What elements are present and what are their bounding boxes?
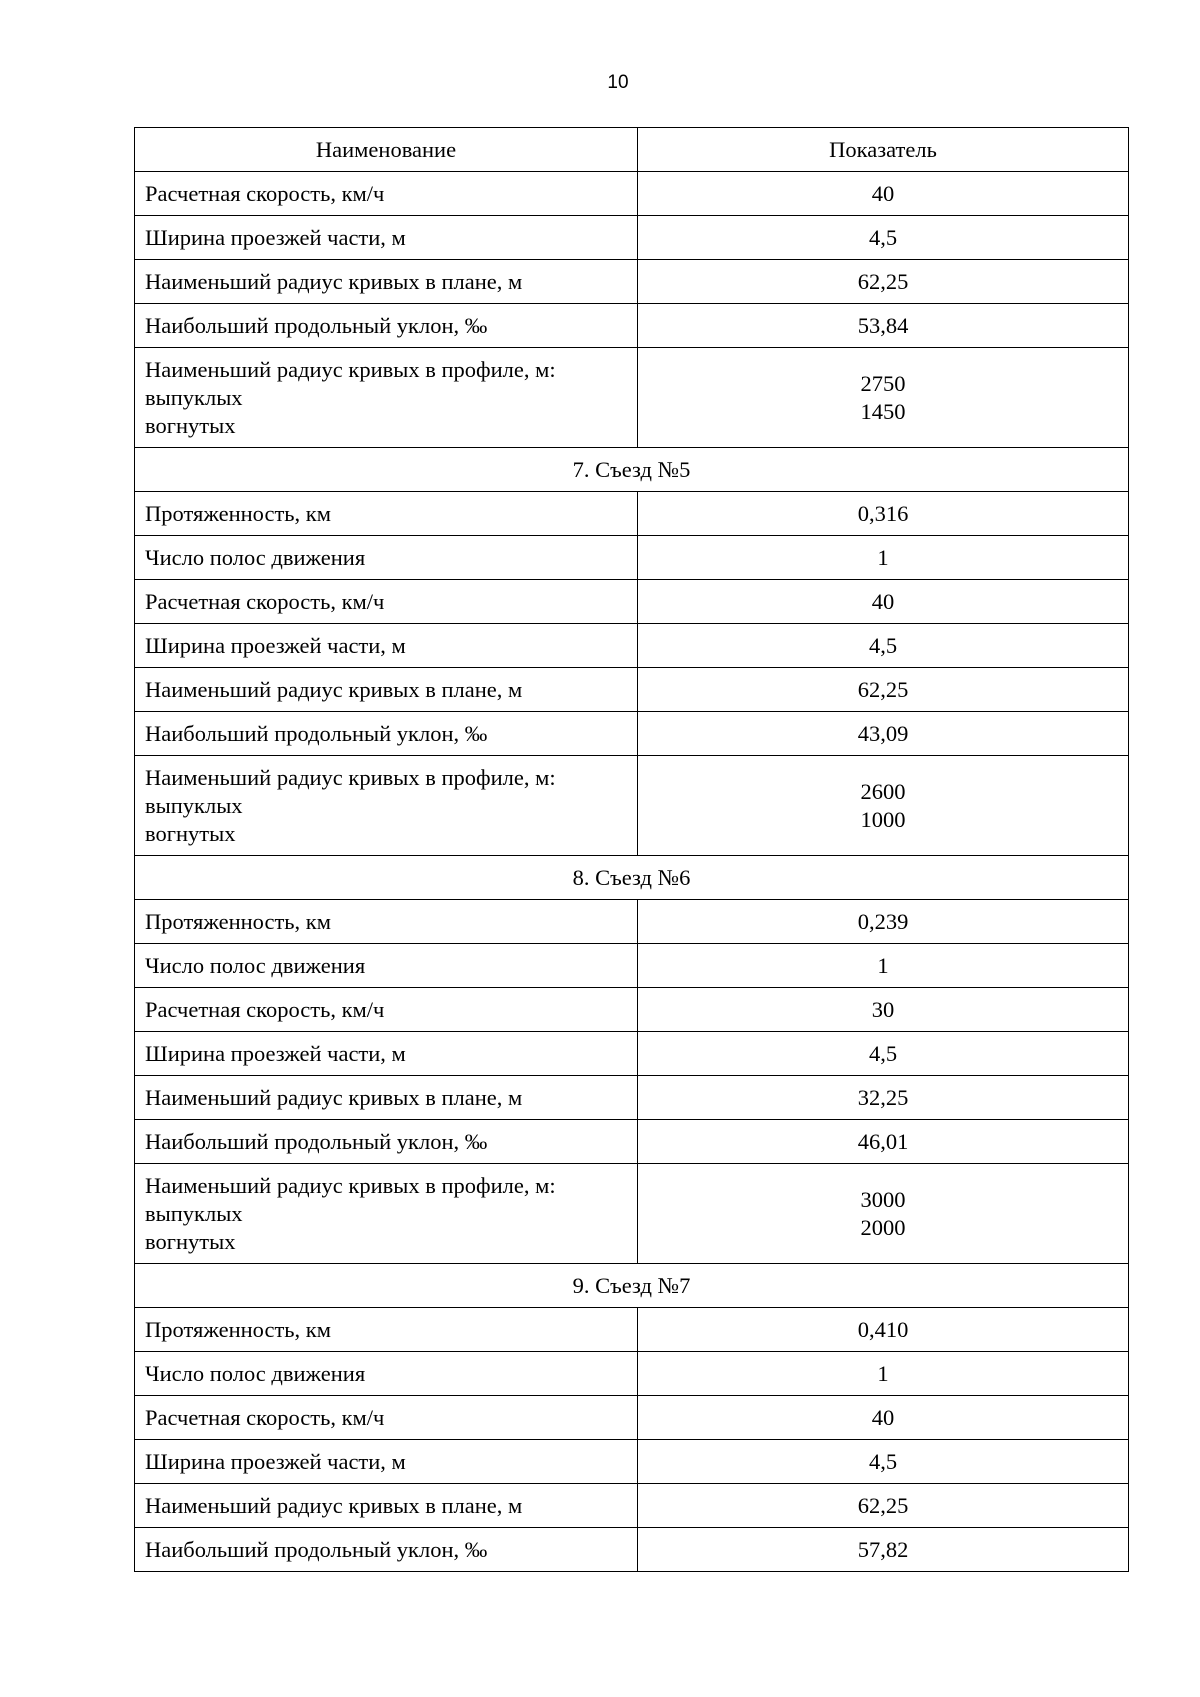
table-row (135, 944, 1129, 988)
parameter-subitem: выпуклых (145, 1200, 243, 1226)
parameter-name: Наибольший продольный уклон, ‰ (135, 712, 638, 756)
table-row (135, 216, 1129, 260)
parameter-value: 30 (638, 988, 1129, 1032)
parameter-value: 2000 (860, 1214, 906, 1240)
parameter-subitem: вогнутых (145, 1228, 236, 1254)
parameter-name: Число полос движения (135, 1352, 638, 1396)
parameter-name: Ширина проезжей части, м (135, 624, 638, 668)
table-row (135, 1528, 1129, 1572)
table-row (135, 172, 1129, 216)
parameter-name: Протяженность, км (135, 1308, 638, 1352)
parameter-value: 40 (638, 1396, 1129, 1440)
parameter-value: 57,82 (638, 1528, 1129, 1572)
parameter-value: 43,09 (638, 712, 1129, 756)
parameter-value: 1 (638, 944, 1129, 988)
parameter-value: 0,316 (638, 492, 1129, 536)
section-title: 7. Съезд №5 (135, 448, 1129, 492)
parameter-value: 62,25 (638, 1484, 1129, 1528)
column-header-name: Наименование (135, 128, 638, 172)
parameter-value: 53,84 (638, 304, 1129, 348)
parameter-value: 3000 (860, 1186, 906, 1212)
parameter-value: 2600 (860, 778, 906, 804)
parameter-subitem: выпуклых (145, 384, 243, 410)
table-body (135, 172, 1129, 1572)
parameter-name: Число полос движения (135, 536, 638, 580)
table-row (135, 1440, 1129, 1484)
parameter-value: 2750 (860, 370, 906, 396)
section-row (135, 856, 1129, 900)
parameter-name: Наименьший радиус кривых в плане, м (135, 260, 638, 304)
table-row (135, 1032, 1129, 1076)
parameter-name: Наибольший продольный уклон, ‰ (135, 1120, 638, 1164)
table-row (135, 260, 1129, 304)
parameter-name-cell (135, 756, 638, 856)
parameter-name-cell (135, 348, 638, 448)
table-row (135, 348, 1129, 448)
parameter-subitem: вогнутых (145, 820, 236, 846)
table-row (135, 712, 1129, 756)
table-row (135, 624, 1129, 668)
table-row (135, 492, 1129, 536)
road-parameters-table (134, 127, 1129, 1572)
parameter-name-cell (135, 1164, 638, 1264)
parameter-value: 32,25 (638, 1076, 1129, 1120)
page-number: 10 (607, 72, 629, 93)
parameter-value: 40 (638, 172, 1129, 216)
parameter-name: Ширина проезжей части, м (135, 1032, 638, 1076)
parameter-subitem: вогнутых (145, 412, 236, 438)
section-title: 8. Съезд №6 (135, 856, 1129, 900)
table-row (135, 900, 1129, 944)
table-row (135, 1484, 1129, 1528)
table-header-row (135, 128, 1129, 172)
table-row (135, 536, 1129, 580)
column-header-value: Показатель (638, 128, 1129, 172)
parameter-subitem: выпуклых (145, 792, 243, 818)
parameter-value: 1 (638, 536, 1129, 580)
table-row (135, 1396, 1129, 1440)
parameter-value: 62,25 (638, 260, 1129, 304)
parameter-name: Наименьший радиус кривых в плане, м (135, 1076, 638, 1120)
table-row (135, 1164, 1129, 1264)
parameter-name: Протяженность, км (135, 900, 638, 944)
parameter-value: 0,239 (638, 900, 1129, 944)
table-row (135, 1120, 1129, 1164)
parameter-name: Наименьший радиус кривых в профиле, м: (145, 1172, 556, 1198)
table-row (135, 580, 1129, 624)
table-row (135, 1352, 1129, 1396)
parameter-value: 4,5 (638, 1032, 1129, 1076)
table-row (135, 1308, 1129, 1352)
parameter-value: 1 (638, 1352, 1129, 1396)
parameter-name: Наименьший радиус кривых в плане, м (135, 668, 638, 712)
section-title: 9. Съезд №7 (135, 1264, 1129, 1308)
parameter-name: Протяженность, км (135, 492, 638, 536)
table-row (135, 304, 1129, 348)
parameter-value: 40 (638, 580, 1129, 624)
parameter-name: Наименьший радиус кривых в плане, м (135, 1484, 638, 1528)
section-row (135, 448, 1129, 492)
parameter-value: 46,01 (638, 1120, 1129, 1164)
parameter-value: 4,5 (638, 624, 1129, 668)
parameter-value-cell (638, 1164, 1129, 1264)
parameter-name: Наибольший продольный уклон, ‰ (135, 304, 638, 348)
parameter-value-cell (638, 348, 1129, 448)
parameter-value: 1000 (860, 806, 906, 832)
parameter-value: 1450 (860, 398, 906, 424)
parameter-value: 4,5 (638, 216, 1129, 260)
parameter-name: Наименьший радиус кривых в профиле, м: (145, 356, 556, 382)
table-row (135, 756, 1129, 856)
table-row (135, 1076, 1129, 1120)
section-row (135, 1264, 1129, 1308)
parameter-name: Наибольший продольный уклон, ‰ (135, 1528, 638, 1572)
parameter-name: Число полос движения (135, 944, 638, 988)
table-row (135, 988, 1129, 1032)
parameter-name: Расчетная скорость, км/ч (135, 988, 638, 1032)
parameter-name: Ширина проезжей части, м (135, 216, 638, 260)
parameter-value: 4,5 (638, 1440, 1129, 1484)
parameter-name: Наименьший радиус кривых в профиле, м: (145, 764, 556, 790)
parameter-name: Расчетная скорость, км/ч (135, 580, 638, 624)
parameter-value: 0,410 (638, 1308, 1129, 1352)
parameter-name: Расчетная скорость, км/ч (135, 1396, 638, 1440)
parameter-name: Расчетная скорость, км/ч (135, 172, 638, 216)
table-row (135, 668, 1129, 712)
parameter-value: 62,25 (638, 668, 1129, 712)
parameter-name: Ширина проезжей части, м (135, 1440, 638, 1484)
parameter-value-cell (638, 756, 1129, 856)
